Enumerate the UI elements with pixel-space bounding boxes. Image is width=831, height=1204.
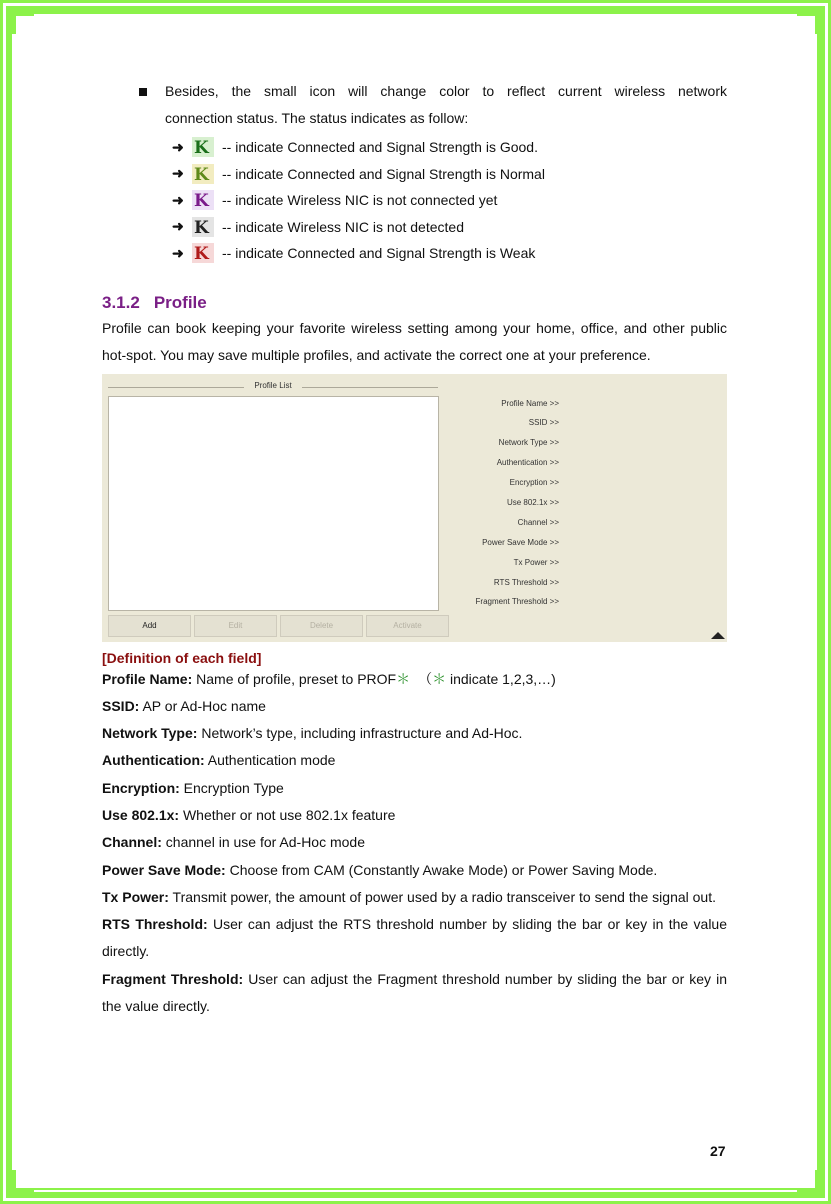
section-heading xyxy=(102,293,727,313)
status-text: -- indicate Connected and Signal Strength is Weak xyxy=(222,245,536,262)
star-mark: ＊ xyxy=(396,670,411,687)
page-number: 27 xyxy=(710,1143,726,1159)
section-number: 3.1.2 xyxy=(102,292,140,312)
desc: AP or Ad-Hoc name xyxy=(142,697,266,714)
delete-button[interactable]: Delete xyxy=(280,615,363,637)
field-ssid: SSID >> xyxy=(528,418,559,428)
desc: User can adjust the Fragment threshold number by sliding the bar or key in the value directly. xyxy=(102,970,728,1015)
border-corner-bottom-left xyxy=(6,1170,34,1198)
status-text: -- indicate Wireless NIC is not detected xyxy=(222,218,464,235)
term: Network Type: xyxy=(102,725,198,742)
field-network-type: Network Type >> xyxy=(498,438,559,448)
arrow-icon: ➜ xyxy=(172,244,184,261)
profile-panel-screenshot xyxy=(102,374,727,642)
not-connected-icon: K xyxy=(192,190,214,210)
term: Fragment Threshold: xyxy=(102,970,244,987)
arrow-icon: ➜ xyxy=(172,218,184,235)
field-channel: Channel >> xyxy=(517,517,559,527)
status-row-good xyxy=(172,134,727,161)
field-rts-threshold: RTS Threshold >> xyxy=(493,577,559,587)
def-channel xyxy=(102,829,727,856)
desc: Encryption Type xyxy=(183,779,284,796)
field-encryption: Encryption >> xyxy=(509,478,559,488)
add-button[interactable]: Add xyxy=(108,615,191,637)
field-profile-name: Profile Name >> xyxy=(501,398,559,408)
activate-button[interactable]: Activate xyxy=(366,615,449,637)
term: Encryption: xyxy=(102,779,180,796)
status-icon-list xyxy=(172,134,727,267)
desc: channel in use for Ad-Hoc mode xyxy=(165,834,366,851)
border-corner-bottom-right xyxy=(797,1170,825,1198)
def-authentication xyxy=(102,747,727,774)
desc: Name of profile, preset to PROF xyxy=(196,670,397,687)
def-network-type xyxy=(102,720,727,747)
desc: indicate 1,2,3,…) xyxy=(450,670,556,687)
desc: Network’s type, including infrastructure and Ad-Hoc. xyxy=(201,725,523,742)
term: Use 802.1x: xyxy=(102,806,180,823)
term: Channel: xyxy=(102,834,162,851)
border-corner-top-left xyxy=(6,6,34,34)
def-tx-power xyxy=(102,884,727,911)
status-text: -- indicate Connected and Signal Strength is Good. xyxy=(222,139,538,156)
star-mark: ＊ xyxy=(432,670,447,687)
collapse-up-icon[interactable] xyxy=(711,632,725,639)
border-bottom xyxy=(34,1192,797,1198)
section-paragraph: Profile can book keeping your favorite wireless setting among your home, office, and other public hot-spot. You may save multiple profiles, and activate the correct one at your preference. xyxy=(102,319,727,363)
desc: Transmit power, the amount of power used by a radio transceiver to send the signal out. xyxy=(172,888,716,905)
field-use-8021x: Use 802.1x >> xyxy=(506,497,559,507)
page-content xyxy=(102,78,727,1020)
profile-list-label: Profile List xyxy=(254,380,292,390)
border-left xyxy=(6,34,12,1170)
desc: User can adjust the RTS threshold number by sliding the bar or key in the value directly. xyxy=(102,916,727,960)
bullet-line-2: connection status. The status indicates as follow: xyxy=(165,110,469,126)
desc: Choose from CAM (Constantly Awake Mode) or Power Saving Mode. xyxy=(229,861,658,878)
def-encryption xyxy=(102,775,727,802)
open-paren: （ xyxy=(418,670,433,687)
def-ssid xyxy=(102,693,727,720)
status-text: -- indicate Connected and Signal Strength is Normal xyxy=(222,165,545,182)
bullet-line-1: Besides, the small icon will change color to reflect current wireless network xyxy=(165,83,727,99)
term: Authentication: xyxy=(102,752,205,769)
status-text: -- indicate Wireless NIC is not connected yet xyxy=(222,192,498,209)
bullet-square-icon xyxy=(139,88,147,96)
arrow-icon: ➜ xyxy=(172,191,184,208)
def-fragment-threshold xyxy=(102,966,727,1021)
profile-list-legend xyxy=(108,381,438,393)
bullet-paragraph xyxy=(102,78,727,132)
desc: Authentication mode xyxy=(207,752,336,769)
edit-button[interactable]: Edit xyxy=(194,615,277,637)
def-use-8021x xyxy=(102,802,727,829)
status-row-not-detected xyxy=(172,214,727,241)
field-authentication: Authentication >> xyxy=(496,458,559,468)
field-fragment-threshold: Fragment Threshold >> xyxy=(475,597,559,607)
arrow-icon: ➜ xyxy=(172,165,184,182)
term: Profile Name: xyxy=(102,670,193,687)
connected-good-icon: K xyxy=(192,137,214,157)
status-row-not-connected xyxy=(172,187,727,214)
def-profile-name xyxy=(102,666,727,693)
field-tx-power: Tx Power >> xyxy=(513,557,559,567)
term: SSID: xyxy=(102,697,140,714)
profile-button-bar xyxy=(108,615,449,637)
border-top xyxy=(34,6,797,12)
desc: Whether or not use 802.1x feature xyxy=(182,806,396,823)
profile-field-list xyxy=(476,394,559,613)
connected-normal-icon: K xyxy=(192,164,214,184)
term: RTS Threshold: xyxy=(102,916,208,933)
status-row-normal xyxy=(172,161,727,188)
definition-heading: [Definition of each field] xyxy=(102,649,262,666)
profile-list-box[interactable] xyxy=(108,396,439,611)
def-power-save-mode xyxy=(102,857,727,884)
connected-weak-icon: K xyxy=(192,243,214,263)
border-corner-top-right xyxy=(797,6,825,34)
section-title: Profile xyxy=(153,292,207,312)
term: Tx Power: xyxy=(102,888,169,905)
not-detected-icon: K xyxy=(192,217,214,237)
arrow-icon: ➜ xyxy=(172,138,184,155)
field-power-save-mode: Power Save Mode >> xyxy=(482,537,559,547)
border-right xyxy=(819,34,825,1170)
def-rts-threshold xyxy=(102,911,727,966)
term: Power Save Mode: xyxy=(102,861,226,878)
status-row-weak xyxy=(172,240,727,267)
